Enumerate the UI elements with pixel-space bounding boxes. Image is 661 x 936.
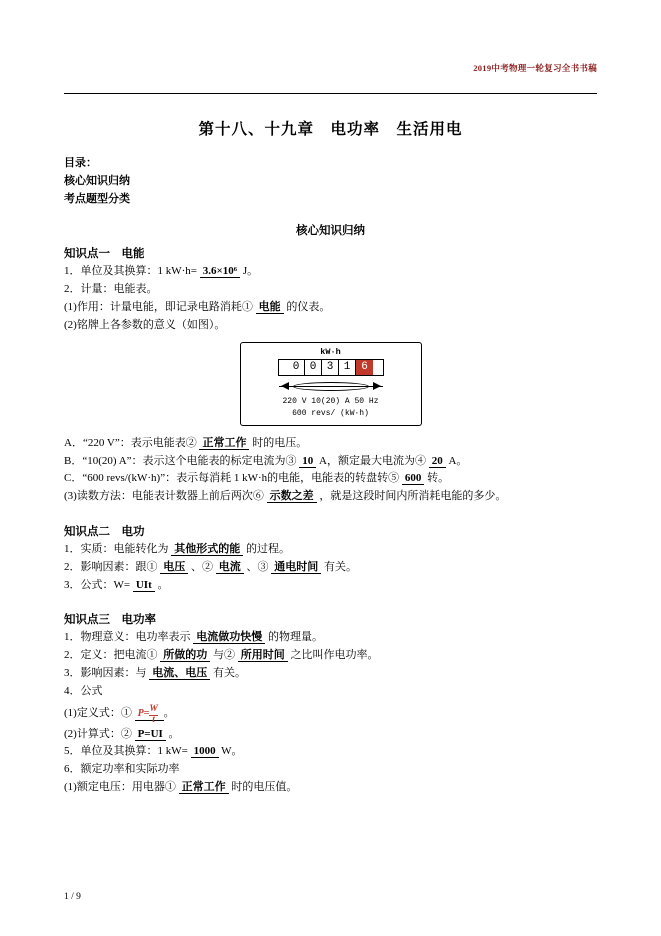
kp3-line-3 — [64, 665, 597, 683]
kp2-line-2 — [64, 559, 597, 577]
kp1-item-b-mid: A，额定最大电流为④ — [319, 454, 426, 467]
kp3-line-2-blank-1: 所做的功 — [160, 649, 210, 662]
kp3-line-9-post: 时的电压值。 — [231, 781, 298, 794]
kp1-item-a-pre: A．“220 V”：表示电能表② — [64, 436, 197, 449]
meter-digit-3: 1 — [339, 360, 356, 375]
kp3-line-1-post: 的物理量。 — [268, 631, 323, 644]
meter-digit-2: 3 — [322, 360, 339, 375]
kp2-line-2-mid-2: 、③ — [246, 560, 269, 573]
toc-item-1: 考点题型分类 — [64, 192, 130, 205]
kp3-line-9-pre: (1)额定电压：用电器① — [64, 781, 176, 794]
kp2-line-2-blank-2: 电流 — [216, 561, 244, 574]
kp3-line-5-pre: (1)定义式：① — [64, 706, 132, 719]
kp3-line-5 — [64, 701, 597, 726]
kp1-item-a-post: 时的电压。 — [252, 436, 308, 449]
kp3-line-8: 6．额定功率和实际功率 — [64, 763, 180, 776]
knowledge-point-1-title: 知识点一 电能 — [64, 248, 145, 261]
kp3-line-3-post: 有关。 — [213, 667, 246, 679]
page-header-note: 2019中考物理一轮复习全书书稿 — [473, 63, 597, 73]
kp1-item-b-post: A。 — [448, 454, 468, 467]
meter-digit-4: 6 — [356, 360, 373, 375]
toc-item-0: 核心知识归纳 — [64, 174, 130, 187]
kp3-line-4: 4．公式 — [64, 684, 103, 697]
meter-spec-line-2: 600 revs/ (kW·h) — [292, 408, 369, 418]
meter-unit-label: kW·h — [320, 346, 341, 357]
kp3-formula-fraction — [149, 705, 157, 726]
kp1-line-1-blank: 3.6×10⁶ — [200, 265, 240, 278]
kp3-line-7-blank: 1000 — [191, 745, 219, 758]
knowledge-point-3-title: 知识点三 电功率 — [64, 614, 156, 627]
kp2-line-2-blank-3: 通电时间 — [271, 561, 321, 574]
kp3-line-9-blank: 正常工作 — [179, 781, 229, 794]
kp1-item-b-blank-1: 10 — [299, 455, 316, 468]
page-title: 第十八、十九章 电功率 生活用电 — [198, 121, 463, 138]
meter-digit-1: 0 — [305, 360, 322, 375]
table-of-contents — [64, 155, 597, 208]
electric-meter-figure — [64, 342, 597, 426]
kp1-line-1 — [64, 263, 597, 281]
kp2-line-1-post: 的过程。 — [246, 542, 290, 555]
kp1-line-3-blank: 电能 — [256, 301, 284, 314]
kp3-line-3-pre: 3．影响因素：与 — [64, 667, 147, 679]
kp1-line-3 — [64, 299, 597, 317]
section-heading-core: 核心知识归纳 — [296, 225, 365, 238]
meter-digit-display — [278, 359, 384, 376]
kp1-item-b-blank-2: 20 — [429, 455, 446, 468]
kp3-line-5-post: 。 — [163, 706, 175, 719]
kp2-line-1 — [64, 541, 597, 559]
kp1-item-c-pre: C．“600 revs/(kW·h)”：表示每消耗 1 kW·h的电能，电能表的转盘转⑤ — [64, 472, 400, 485]
kp1-item-b-pre: B．“10(20) A”：表示这个电能表的标定电流为③ — [64, 454, 297, 467]
kp1-item-a — [64, 435, 597, 453]
kp3-line-2-post: 之比叫作电功率。 — [290, 649, 379, 662]
page-number: 1 / 9 — [64, 892, 81, 902]
meter-digit-0: 0 — [288, 360, 305, 375]
kp2-line-2-blank-1: 电压 — [160, 561, 188, 574]
kp3-formula-numerator: W — [149, 703, 158, 714]
kp1-item-a-blank: 正常工作 — [199, 437, 249, 450]
kp1-item-b — [64, 453, 597, 471]
meter-body — [240, 342, 422, 426]
knowledge-point-2-title: 知识点二 电功 — [64, 525, 145, 538]
toc-label: 目录： — [64, 157, 97, 169]
kp2-line-2-pre: 2．影响因素：跟① — [64, 560, 158, 573]
kp1-line-3-post: 的仪表。 — [286, 301, 331, 314]
kp3-line-3-blank: 电流、电压 — [149, 667, 210, 680]
kp3-line-6-post: 。 — [168, 727, 180, 740]
kp3-line-6 — [64, 726, 597, 744]
kp1-line-4: (2)铭牌上各参数的意义（如图）。 — [64, 318, 226, 331]
kp3-line-6-pre: (2)计算式：② — [64, 727, 132, 740]
meter-spec-line-1: 220 V 10(20) A 50 Hz — [282, 396, 379, 406]
kp1-item-c — [64, 470, 597, 488]
kp2-line-3-pre: 3．公式：W= — [64, 578, 131, 591]
meter-dial-icon — [279, 381, 383, 392]
kp3-line-2-pre: 2．定义：把电流① — [64, 649, 158, 662]
kp1-line-2: 2．计量：电能表。 — [64, 283, 158, 296]
kp1-line-3-pre: (1)作用：计量电能，即记录电路消耗① — [64, 301, 253, 314]
kp1-item-d-post: ，就是这段时间内所消耗电能的多少。 — [319, 490, 507, 503]
kp3-line-6-blank: P=UI — [135, 728, 166, 741]
kp3-line-1-blank: 电流做功快慢 — [193, 631, 265, 644]
kp2-line-3-post: 。 — [157, 578, 169, 591]
kp1-line-1-pre: 1．单位及其换算：1 kW·h= — [64, 265, 197, 278]
kp2-line-3 — [64, 577, 597, 595]
kp3-line-7-pre: 5．单位及其换算：1 kW= — [64, 745, 188, 758]
kp3-line-2-mid: 与② — [213, 649, 235, 662]
kp2-line-1-pre: 1．实质：电能转化为 — [64, 542, 169, 555]
kp3-line-9 — [64, 779, 597, 797]
kp2-line-1-blank: 其他形式的能 — [171, 543, 243, 556]
kp3-formula-lead: P= — [137, 707, 150, 719]
kp3-line-1 — [64, 629, 597, 647]
kp1-item-c-post: 转。 — [427, 472, 450, 485]
kp3-formula-definition — [135, 703, 164, 725]
kp3-line-7-post: W。 — [221, 745, 243, 758]
kp1-item-c-blank: 600 — [402, 472, 425, 485]
kp1-item-d-blank: 示数之差 — [267, 490, 317, 503]
kp1-item-d-pre: (3)读数方法：电能表计数器上前后两次⑥ — [64, 490, 264, 503]
kp1-line-1-post: J。 — [242, 265, 259, 278]
kp3-line-2 — [64, 647, 597, 665]
kp2-line-3-blank: UIt — [133, 579, 155, 592]
kp2-line-2-mid-1: 、② — [191, 560, 213, 573]
kp3-line-1-pre: 1．物理意义：电功率表示 — [64, 631, 191, 644]
kp3-line-7 — [64, 743, 597, 761]
kp3-line-2-blank-2: 所用时间 — [238, 649, 288, 662]
kp3-formula-denominator: t — [149, 715, 157, 726]
kp2-line-2-post: 有关。 — [324, 560, 357, 573]
kp1-item-d — [64, 488, 597, 506]
header-divider — [64, 93, 597, 94]
